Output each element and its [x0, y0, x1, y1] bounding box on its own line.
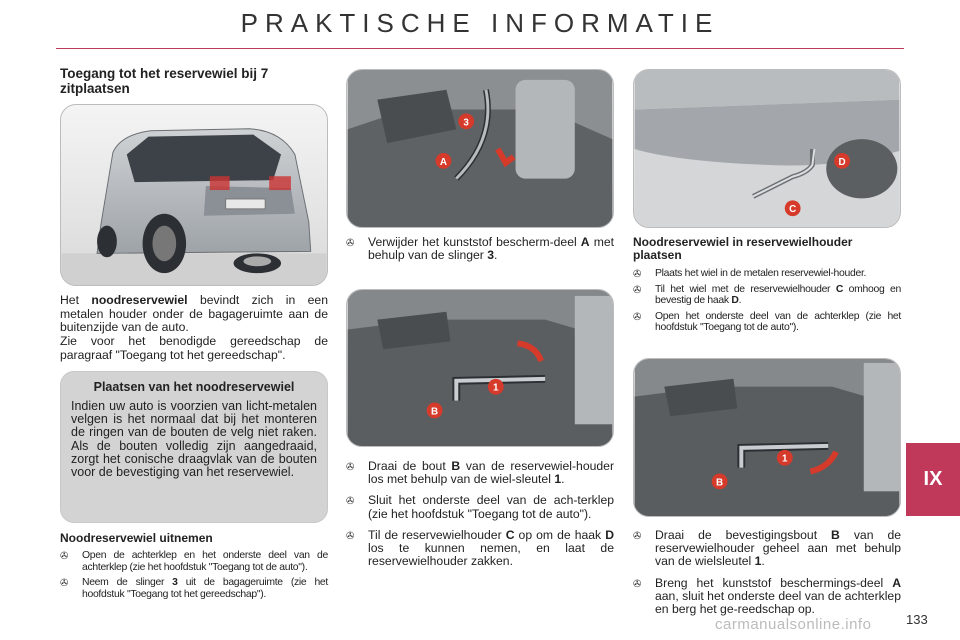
page-number: 133 — [906, 612, 928, 627]
bullet-icon: ✇ — [346, 238, 355, 249]
callout-c-label: C — [789, 204, 797, 216]
bullet-icon: ✇ — [60, 578, 69, 590]
callout-a-label: A — [439, 156, 448, 168]
chapter-tab: IX — [906, 443, 960, 516]
storage-steps-bottom — [633, 529, 901, 624]
figure-car-rear — [60, 104, 328, 286]
list-item: ✇ Til de reservewielhouder C op om de haak D los te kunnen nemen, en laat de reservewielhouder zakken. — [346, 527, 614, 569]
car-illustration — [61, 105, 327, 285]
list-item: ✇ Draai de bout B van de reservewiel-houder los met behulp van de wiel-sleutel 1. — [346, 459, 614, 487]
list-item: ✇ Verwijder het kunststof bescherm-deel A met behulp van de slinger 3. — [346, 235, 615, 263]
removal-heading: Noodreservewiel uitnemen — [60, 531, 213, 545]
bullet-icon: ✇ — [633, 269, 642, 280]
list-item: ✇ Neem de slinger 3 uit de bagageruimte (zie het hoofdstuk "Toegang tot het gereedschap"). — [60, 577, 328, 600]
section-title: Toegang tot het reservewiel bij 7 zitplaatsen — [60, 66, 269, 96]
list-item: ✇ Open het onderste deel van de achterklep (zie het hoofdstuk "Toegang tot de auto"). — [633, 310, 901, 334]
middle-steps-top — [346, 236, 614, 270]
middle-steps-bottom — [346, 460, 614, 576]
callout-d-label: D — [838, 156, 846, 168]
bullet-icon: ✇ — [633, 311, 642, 323]
list-item: ✇ Draai de bevestigingsbout B van de reservewielhouder geheel aan met behulp van de wielsleutel 1. — [633, 528, 901, 569]
storage-steps — [633, 268, 901, 338]
list-item: ✇ Sluit het onderste deel van de ach-terklep (zie het hoofdstuk "Toegang tot de auto"). — [346, 493, 614, 521]
intro-paragraph-2: Zie voor het benodigde gereedschap de paragraaf "Toegang tot het gereedschap". — [60, 334, 328, 362]
list-item: ✇ Til het wiel met de reservewielhouder C omhoog en bevestig de haak D. — [633, 283, 901, 307]
list-item: ✇ Breng het kunststof beschermings-deel A aan, sluit het onderste deel van de achterklep en berg het ge-reedschap op. — [633, 575, 901, 617]
figure-underside — [633, 69, 901, 228]
figure-bolt-loosen — [346, 289, 614, 447]
bullet-icon: ✇ — [633, 531, 642, 542]
callout-1-label: 1 — [493, 382, 499, 394]
page-title: PRAKTISCHE INFORMATIE — [240, 8, 720, 38]
bullet-icon: ✇ — [60, 551, 69, 562]
bullet-icon: ✇ — [633, 578, 642, 590]
bullet-icon: ✇ — [633, 284, 642, 296]
callout-b-label: B — [431, 406, 439, 418]
info-box-placement — [60, 371, 328, 523]
header-divider — [56, 48, 904, 49]
storage-heading: Noodreservewiel in reservewielhouder plaatsen — [633, 235, 853, 262]
bullet-icon: ✇ — [346, 530, 355, 542]
figure-bolt-tighten — [633, 358, 901, 517]
watermark: carmanualsonline.info — [715, 616, 872, 633]
figure-boot-cover — [346, 69, 614, 228]
list-item: ✇ Plaats het wiel in de metalen reservewiel-houder. — [633, 268, 867, 280]
bullet-icon: ✇ — [346, 462, 355, 473]
info-box-text: Indien uw auto is voorzien van licht-metalen velgen is het normaal dat bij het monteren de ringen van de bouten de velg niet raken. Als de bouten volledig zijn aangedraaid, zorgt het conische draagvlak van de bouten voor de bevestiging van het reservewiel. — [71, 399, 317, 480]
list-item: ✇ Open de achterklep en het onderste deel van de achterklep (zie het hoofdstuk "Toegang tot de auto"). — [60, 550, 328, 573]
bullet-icon: ✇ — [346, 496, 355, 508]
callout-bb-label: B — [716, 477, 724, 489]
removal-steps — [60, 550, 328, 604]
callout-1b-label: 1 — [782, 453, 788, 465]
callout-3-label: 3 — [463, 117, 469, 129]
info-box-title: Plaatsen van het noodreservewiel — [93, 380, 295, 394]
intro-paragraph-1: Het noodreservewiel bevindt zich in een metalen houder onder de bagageruimte aan de buitenzijde van de auto. — [60, 293, 328, 334]
